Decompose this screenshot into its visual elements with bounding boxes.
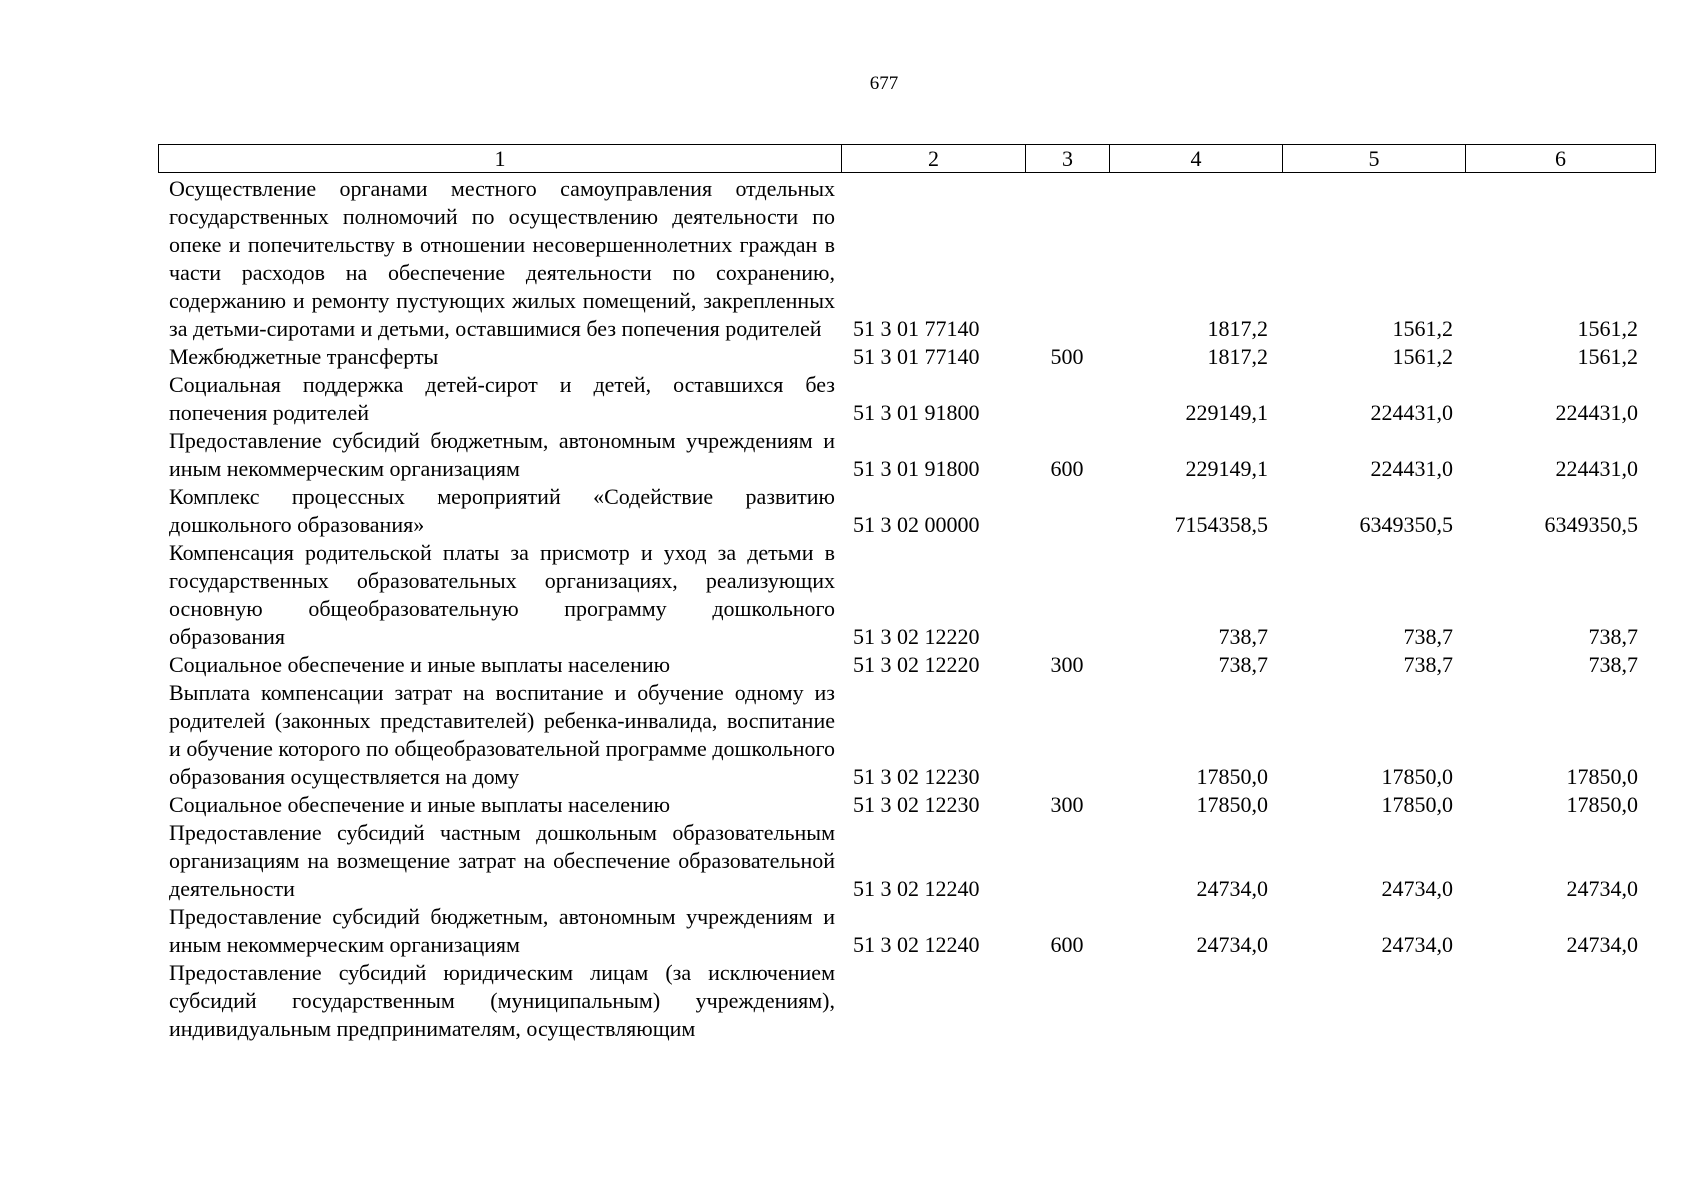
row-description: Социальное обеспечение и иные выплаты населению: [169, 652, 671, 677]
row-value-6: 1561,2: [1577, 344, 1638, 369]
row-value-6: 224431,0: [1555, 456, 1638, 481]
row-value-4: 17850,0: [1196, 764, 1268, 789]
column-header-1: 1: [159, 145, 842, 173]
table-row: [158, 679, 1655, 791]
row-value-5: 738,7: [1403, 624, 1453, 649]
row-description: Предоставление субсидий юридическим лицам (за исключением субсидий государственным (муниципальным) учреждениям), индивидуальным предпринимателям, осуществляющим: [169, 960, 835, 1041]
row-value-6: 738,7: [1588, 652, 1638, 677]
table-body: [158, 175, 1655, 1043]
row-code: 51 3 01 77140: [853, 344, 980, 369]
row-description: Предоставление субсидий бюджетным, автономным учреждениям и иным некоммерческим организациям: [169, 904, 835, 957]
table-header: [158, 144, 1656, 173]
row-value-4: 7154358,5: [1174, 512, 1268, 537]
row-code: 51 3 02 12230: [853, 792, 980, 817]
row-description: Социальное обеспечение и иные выплаты населению: [169, 792, 671, 817]
row-value-5: 24734,0: [1381, 876, 1453, 901]
table-row: [158, 427, 1655, 483]
row-value-4: 24734,0: [1196, 876, 1268, 901]
row-value-6: 17850,0: [1566, 764, 1638, 789]
row-value-6: 224431,0: [1555, 400, 1638, 425]
row-code: 51 3 02 12220: [853, 624, 980, 649]
table-row: [158, 483, 1655, 539]
column-header-5: 5: [1283, 145, 1466, 173]
row-value-4: 738,7: [1218, 624, 1268, 649]
row-value-5: 6349350,5: [1359, 512, 1453, 537]
row-value-4: 24734,0: [1196, 932, 1268, 957]
row-value-6: 24734,0: [1566, 932, 1638, 957]
row-description: Компенсация родительской платы за присмотр и уход за детьми в государственных образовательных организациях, реализующих основную общеобразовательную программу дошкольного образования: [169, 540, 835, 649]
row-value-6: 24734,0: [1566, 876, 1638, 901]
header-row: [159, 145, 1656, 173]
column-header-6: 6: [1466, 145, 1656, 173]
row-value-5: 224431,0: [1370, 456, 1453, 481]
table-row: [158, 651, 1655, 679]
table-row: [158, 791, 1655, 819]
row-value-4: 738,7: [1218, 652, 1268, 677]
row-value-6: 738,7: [1588, 624, 1638, 649]
column-header-4: 4: [1110, 145, 1283, 173]
row-value-6: 1561,2: [1577, 316, 1638, 341]
row-description: Предоставление субсидий частным дошкольным образовательным организациям на возмещение затрат на обеспечение образовательной деятельности: [169, 820, 835, 901]
table-row: [158, 539, 1655, 651]
row-description: Межбюджетные трансферты: [169, 344, 439, 369]
row-expense-type: 300: [1050, 652, 1084, 677]
row-value-6: 17850,0: [1566, 792, 1638, 817]
row-expense-type: 600: [1050, 456, 1084, 481]
row-description: Осуществление органами местного самоуправления отдельных государственных полномочий по осуществлению деятельности по опеке и попечительству в отношении несовершеннолетних граждан в части расходов на обеспечение деятельности по сохранению, содержанию и ремонту пустующих жилых помещений, закрепленных за детьми-сиротами и детьми, оставшимися без попечения родителей: [169, 176, 835, 341]
row-expense-type: 600: [1050, 932, 1084, 957]
table-row: [158, 343, 1655, 371]
row-value-5: 17850,0: [1381, 764, 1453, 789]
row-code: 51 3 02 12220: [853, 652, 980, 677]
row-description: Предоставление субсидий бюджетным, автономным учреждениям и иным некоммерческим организациям: [169, 428, 835, 481]
table-row: [158, 371, 1655, 427]
row-code: 51 3 01 91800: [853, 456, 980, 481]
table-row: [158, 903, 1655, 959]
row-description: Социальная поддержка детей-сирот и детей, оставшихся без попечения родителей: [169, 372, 835, 425]
row-code: 51 3 01 91800: [853, 400, 980, 425]
row-code: 51 3 02 12240: [853, 876, 980, 901]
row-code: 51 3 01 77140: [853, 316, 980, 341]
table-row: [158, 959, 1655, 1043]
row-expense-type: 500: [1050, 344, 1084, 369]
row-value-5: 1561,2: [1392, 344, 1453, 369]
row-value-5: 738,7: [1403, 652, 1453, 677]
row-description: Выплата компенсации затрат на воспитание и обучение одному из родителей (законных представителей) ребенка-инвалида, воспитание и обучение которого по общеобразовательной программе дошкольного образования осуществляется на дому: [169, 680, 835, 789]
row-value-4: 229149,1: [1185, 456, 1268, 481]
row-value-5: 24734,0: [1381, 932, 1453, 957]
row-code: 51 3 02 12240: [853, 932, 980, 957]
row-code: 51 3 02 00000: [853, 512, 980, 537]
page-number: 677: [869, 73, 899, 94]
column-header-2: 2: [842, 145, 1026, 173]
table-row: [158, 175, 1655, 343]
row-description: Комплекс процессных мероприятий «Содействие развитию дошкольного образования»: [169, 484, 835, 537]
row-value-4: 1817,2: [1207, 316, 1268, 341]
row-value-5: 17850,0: [1381, 792, 1453, 817]
row-value-4: 229149,1: [1185, 400, 1268, 425]
row-value-6: 6349350,5: [1544, 512, 1638, 537]
row-value-5: 224431,0: [1370, 400, 1453, 425]
row-expense-type: 300: [1050, 792, 1084, 817]
row-value-5: 1561,2: [1392, 316, 1453, 341]
row-value-4: 17850,0: [1196, 792, 1268, 817]
table-row: [158, 819, 1655, 903]
row-code: 51 3 02 12230: [853, 764, 980, 789]
row-value-4: 1817,2: [1207, 344, 1268, 369]
column-header-3: 3: [1026, 145, 1110, 173]
